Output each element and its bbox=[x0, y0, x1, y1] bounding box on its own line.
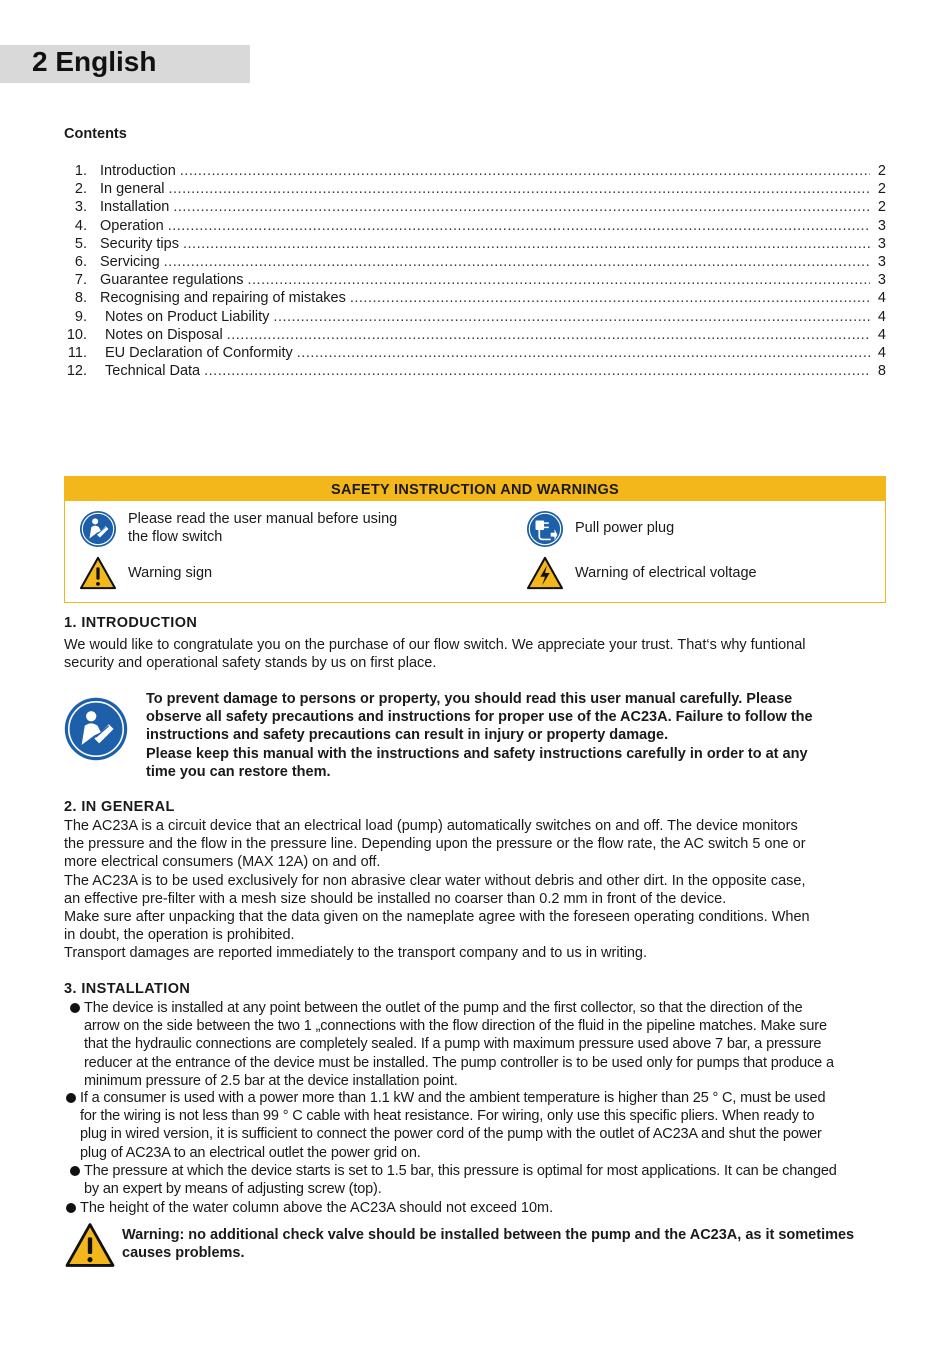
toc-row: 7. Guarantee regulations ..... 3 bbox=[64, 271, 886, 289]
warning-sign-icon bbox=[64, 1222, 116, 1268]
bullet-icon bbox=[70, 1166, 80, 1176]
toc-row: 4. Operation ..... 3 bbox=[64, 217, 886, 235]
read-manual-text: Please read the user manual before using the flow switch bbox=[128, 511, 398, 545]
warning-sign-text: Warning sign bbox=[128, 565, 213, 581]
table-of-contents bbox=[64, 162, 886, 380]
toc-row: 6. Servicing ..... 3 bbox=[64, 253, 886, 271]
list-item: The height of the water column above the AC23A should not exceed 10m. bbox=[80, 1199, 890, 1217]
list-item: The device is installed at any point between the outlet of the pump and the first collector, so that the direction of the arrow on the side between the two 1 „connections with the flow direction of the fluid in the pipeline matches. Make sure that the hydraulic connections are completely sealed. If a pump with maximum pressure used above 7 bar, a pressure reducer at the entrance of the device must be installed. The pump controller is to be used only for pumps that produce a minimum pressure of 2.5 bar at the device installation point. bbox=[84, 999, 894, 1090]
toc-row: 3. Installation ..... 2 bbox=[64, 198, 886, 216]
general-heading: 2. IN GENERAL bbox=[64, 799, 175, 815]
warning-sign-icon bbox=[79, 556, 117, 590]
electrical-warning-icon bbox=[526, 556, 564, 590]
toc-row: 10. Notes on Disposal ..... 4 bbox=[64, 326, 886, 344]
toc-row: 2. In general ..... 2 bbox=[64, 180, 886, 198]
safety-notice: To prevent damage to persons or property, you should read this user manual carefully. Please observe all safety precautions and instructions for proper use of the AC23A. Failure to follow the instructions and safety precautions can result in injury or property damage. Please keep this manual with the instructions and safety instructions carefully in order to at any time you can restore them. bbox=[146, 691, 813, 780]
installation-heading: 3. INSTALLATION bbox=[64, 981, 191, 997]
contents-title: Contents bbox=[64, 126, 127, 142]
bullet-icon bbox=[66, 1093, 76, 1103]
page-header bbox=[0, 45, 250, 83]
toc-row: 5. Security tips ..... 3 bbox=[64, 235, 886, 253]
bullet-icon bbox=[66, 1203, 76, 1213]
introduction-text: We would like to congratulate you on the purchase of our flow switch. We appreciate your trust. That‘s why funtional security and operational safety stands by us on first place. bbox=[64, 637, 806, 672]
toc-row: 1. Introduction ..... 2 bbox=[64, 162, 886, 180]
pull-plug-text: Pull power plug bbox=[575, 520, 675, 536]
pull-plug-icon bbox=[526, 510, 564, 548]
toc-row: 8. Recognising and repairing of mistakes ..... 4 bbox=[64, 289, 886, 307]
page-title: 2 English bbox=[32, 46, 157, 77]
toc-row: 9. Notes on Product Liability ..... 4 bbox=[64, 308, 886, 326]
toc-row: 12. Technical Data ..... 8 bbox=[64, 362, 886, 380]
list-item: The pressure at which the device starts is set to 1.5 bar, this pressure is optimal for most applications. It can be changed by an expert by means of adjusting screw (top). bbox=[84, 1162, 894, 1198]
toc-row: 11. EU Declaration of Conformity ..... 4 bbox=[64, 344, 886, 362]
read-manual-icon bbox=[79, 510, 117, 548]
electrical-warning-text: Warning of electrical voltage bbox=[575, 565, 757, 581]
bullet-icon bbox=[70, 1003, 80, 1013]
read-manual-icon bbox=[64, 697, 128, 761]
safety-title: SAFETY INSTRUCTION AND WARNINGS bbox=[65, 477, 885, 501]
installation-warning: Warning: no additional check valve should be installed between the pump and the AC23A, as it sometimes causes problems. bbox=[122, 1227, 855, 1262]
safety-box bbox=[64, 476, 886, 603]
general-text: The AC23A is a circuit device that an electrical load (pump) automatically switches on and off. The device monitors the pressure and the flow in the pressure line. Depending upon the pressure or the flow rate, the AC switch 5 one or more electrical consumers (MAX 12A) on and off. The AC23A is to be used exclusively for non abrasive clear water without debris and other dirt. In the opposite case, an effective pre-filter with a mesh size should be installed no coarser than 0.2 mm in front of the device. Make sure after unpacking that the data given on the nameplate agree with the foreseen operating conditions. When in doubt, the operation is prohibited. Transport damages are reported immediately to the transport company and to us in writing. bbox=[64, 818, 810, 962]
introduction-heading: 1. INTRODUCTION bbox=[64, 615, 198, 631]
list-item: If a consumer is used with a power more than 1.1 kW and the ambient temperature is higher than 25 ° C, must be used for the wiring is not less than 99 ° C cable with heat resistance. For wiring, only use this specific pliers. When ready to plug in wired version, it is sufficient to connect the power cord of the pump with the outlet of AC23A and shut the power plug of AC23A to an electrical outlet the power grid on. bbox=[80, 1089, 890, 1162]
